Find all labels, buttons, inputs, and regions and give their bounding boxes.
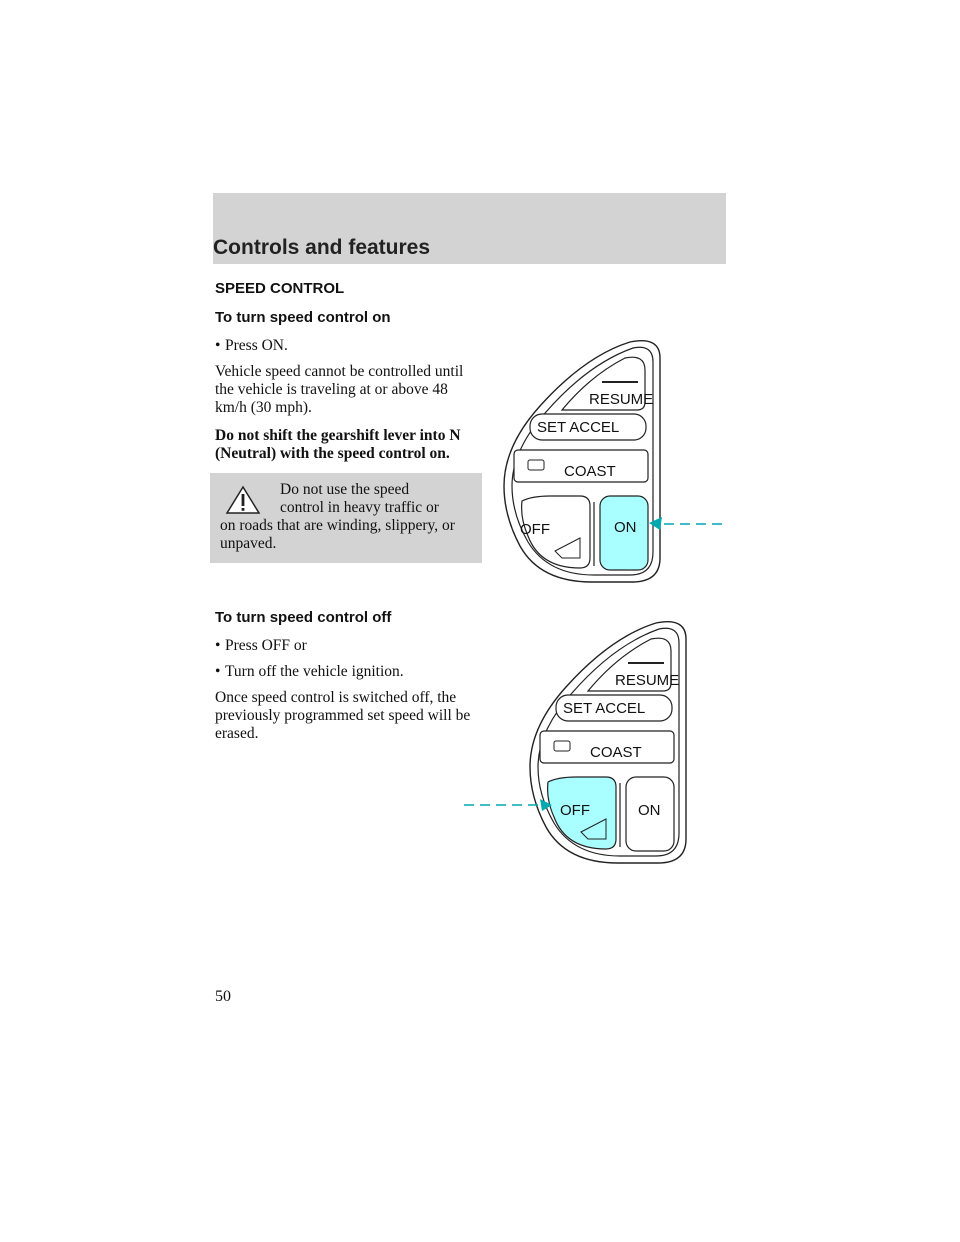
speed-control-diagram-on: [500, 336, 730, 586]
off-label: OFF: [560, 802, 590, 819]
list-item: • Press OFF or: [215, 637, 307, 654]
erase-speed-paragraph: Once speed control is switched off, the previously programmed set speed will be erased.: [215, 689, 471, 742]
list-item: • Press ON.: [215, 337, 288, 354]
neutral-caution-paragraph: Do not shift the gearshift lever into N (Neutral) with the speed control on.: [215, 427, 461, 462]
turn-on-heading: To turn speed control on: [215, 309, 391, 326]
turn-off-heading: To turn speed control off: [215, 609, 392, 626]
set-accel-label: SET ACCEL: [537, 419, 620, 436]
page-header-title: Controls and features: [213, 236, 431, 259]
warning-box: [210, 473, 482, 563]
speed-threshold-paragraph: Vehicle speed cannot be controlled until the vehicle is traveling at or above 48 km/h (30 mph).: [215, 363, 464, 416]
on-label: ON: [614, 519, 637, 536]
set-accel-label: SET ACCEL: [563, 700, 646, 717]
section-title: SPEED CONTROL: [215, 280, 345, 297]
resume-label: RESUME: [615, 672, 680, 689]
on-label: ON: [638, 802, 661, 819]
speed-control-diagram-off: [526, 617, 756, 867]
coast-label: COAST: [590, 744, 642, 761]
header-band: [213, 193, 726, 264]
warning-text: Do not use the speed control in heavy traffic or on roads that are winding, slippery, or unpaved.: [220, 481, 455, 552]
resume-label: RESUME: [589, 391, 654, 408]
main-text-column: [215, 278, 477, 753]
coast-label: COAST: [564, 463, 616, 480]
page-number: 50: [215, 988, 231, 1005]
off-label: OFF: [520, 521, 550, 538]
list-item: • Turn off the vehicle ignition.: [215, 663, 404, 680]
warning-triangle-icon: [225, 485, 261, 515]
